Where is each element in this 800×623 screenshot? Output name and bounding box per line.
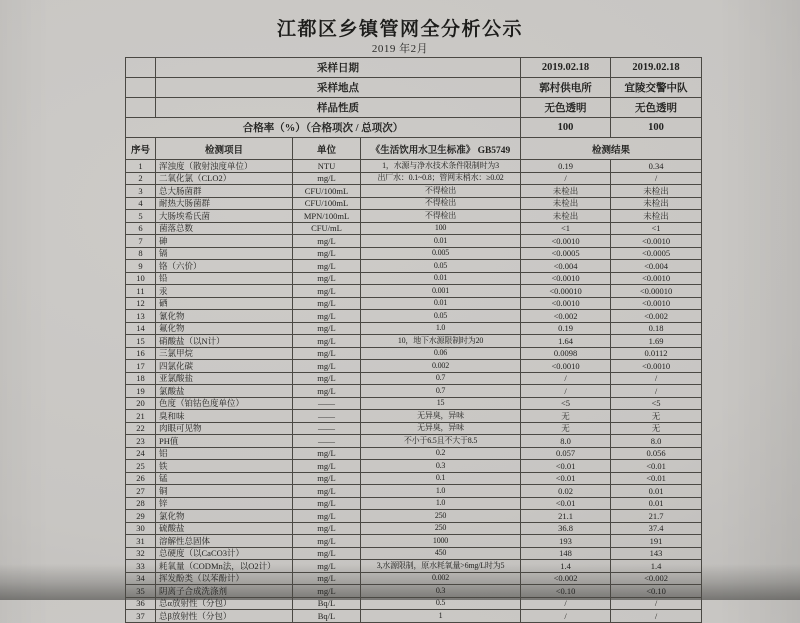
cell-item: 肉眼可见物 [156,422,293,435]
cell-seq: 33 [126,560,156,573]
info-row-label: 合格率（%）（合格项次 / 总项次） [126,118,521,138]
cell-result-2: 未检出 [611,197,702,210]
cell-seq: 2 [126,172,156,185]
cell-result-2: 未检出 [611,210,702,223]
cell-result-1: <0.10 [521,585,611,598]
cell-unit: mg/L [293,247,361,260]
cell-item: 铅 [156,272,293,285]
cell-result-2: 0.01 [611,485,702,498]
cell-result-1: <0.01 [521,472,611,485]
cell-result-2: 0.34 [611,160,702,173]
cell-unit: mg/L [293,172,361,185]
cell-result-1: / [521,385,611,398]
cell-seq: 15 [126,335,156,348]
info-row-label: 采样地点 [156,78,521,98]
cell-result-2: <0.0010 [611,297,702,310]
cell-result-2: <0.002 [611,572,702,585]
cell-seq: 13 [126,310,156,323]
cell-item: 氟化物 [156,322,293,335]
table-row [126,247,702,260]
table-row [126,285,702,298]
cell-seq: 6 [126,222,156,235]
cell-result-2: <0.10 [611,585,702,598]
cell-unit: CFU/100mL [293,197,361,210]
cell-standard: 10，地下水源限制时为20 [361,335,521,348]
cell-seq: 8 [126,247,156,260]
table-row [126,422,702,435]
cell-result-2: <0.0010 [611,360,702,373]
cell-seq: 28 [126,497,156,510]
cell-result-1: 0.057 [521,447,611,460]
cell-result-1: <0.002 [521,310,611,323]
cell-result-1: 无 [521,422,611,435]
cell-item: 铬（六价） [156,260,293,273]
cell-item: 菌落总数 [156,222,293,235]
info-row-spacer [126,58,156,78]
cell-result-2: <0.0010 [611,235,702,248]
cell-result-1: 1.64 [521,335,611,348]
cell-standard: 0.1 [361,472,521,485]
cell-item: 色度（铂钴色度单位） [156,397,293,410]
cell-result-1: 无 [521,410,611,423]
cell-item: 耗氧量（CODMn法，以O2计） [156,560,293,573]
cell-standard: 0.05 [361,310,521,323]
cell-unit: mg/L [293,560,361,573]
table-row [126,560,702,573]
cell-standard: 1 [361,610,521,623]
cell-unit: mg/L [293,585,361,598]
cell-standard: 无异臭，异味 [361,410,521,423]
cell-seq: 10 [126,272,156,285]
cell-item: 亚氯酸盐 [156,372,293,385]
info-row-value-1: 无色透明 [521,98,611,118]
cell-item: 大肠埃希氏菌 [156,210,293,223]
cell-item: 锰 [156,472,293,485]
table-row [126,197,702,210]
cell-unit: —— [293,397,361,410]
cell-seq: 24 [126,447,156,460]
cell-seq: 16 [126,347,156,360]
cell-item: 溶解性总固体 [156,535,293,548]
cell-standard: 0.05 [361,260,521,273]
cell-unit: mg/L [293,460,361,473]
cell-unit: mg/L [293,360,361,373]
cell-result-1: 21.1 [521,510,611,523]
cell-standard: 250 [361,510,521,523]
cell-standard: 250 [361,522,521,535]
table-row [126,585,702,598]
cell-seq: 32 [126,547,156,560]
cell-standard: 0.7 [361,385,521,398]
cell-unit: mg/L [293,335,361,348]
table-row [126,372,702,385]
cell-item: 铜 [156,485,293,498]
cell-unit: CFU/100mL [293,185,361,198]
cell-unit: mg/L [293,260,361,273]
cell-seq: 26 [126,472,156,485]
cell-result-1: <0.002 [521,572,611,585]
cell-result-2: 0.056 [611,447,702,460]
cell-unit: mg/L [293,535,361,548]
cell-item: 硝酸盐（以N计） [156,335,293,348]
cell-unit: NTU [293,160,361,173]
cell-item: 臭和味 [156,410,293,423]
cell-item: 镉 [156,247,293,260]
cell-result-2: / [611,597,702,610]
cell-result-2: / [611,610,702,623]
cell-item: 总β放射性（分包） [156,610,293,623]
cell-result-1: 1.4 [521,560,611,573]
info-row-spacer [126,98,156,118]
cell-unit: mg/L [293,497,361,510]
table-row [126,222,702,235]
table-row [126,322,702,335]
cell-seq: 35 [126,585,156,598]
cell-seq: 31 [126,535,156,548]
cell-result-1: / [521,172,611,185]
cell-result-2: <5 [611,397,702,410]
table-row [126,272,702,285]
cell-result-1: <0.0010 [521,297,611,310]
cell-result-2: <1 [611,222,702,235]
table-row [126,347,702,360]
cell-standard: 450 [361,547,521,560]
cell-seq: 19 [126,385,156,398]
cell-standard: 0.3 [361,585,521,598]
cell-result-1: <0.0010 [521,235,611,248]
cell-result-1: / [521,610,611,623]
info-row-value-2: 100 [611,118,702,138]
cell-standard: 1.0 [361,322,521,335]
page-title: 江都区乡镇管网全分析公示 [276,19,523,40]
water-quality-table [125,57,702,623]
cell-seq: 18 [126,372,156,385]
info-row [126,58,702,78]
table-row [126,572,702,585]
cell-unit: mg/L [293,447,361,460]
info-row [126,78,702,98]
cell-unit: mg/L [293,547,361,560]
cell-result-2: 21.7 [611,510,702,523]
table-row [126,535,702,548]
cell-standard: 0.3 [361,460,521,473]
cell-result-1: <1 [521,222,611,235]
cell-standard: 0.01 [361,235,521,248]
table-row [126,297,702,310]
table-row [126,210,702,223]
info-row [126,98,702,118]
info-row-value-1: 2019.02.18 [521,58,611,78]
table-row [126,597,702,610]
cell-seq: 25 [126,460,156,473]
cell-item: 硫酸盐 [156,522,293,535]
water-quality-table-body [126,58,702,623]
cell-standard: 0.2 [361,447,521,460]
cell-seq: 23 [126,435,156,448]
table-row [126,460,702,473]
cell-item: 耐热大肠菌群 [156,197,293,210]
cell-seq: 36 [126,597,156,610]
cell-standard: 100 [361,222,521,235]
cell-item: 汞 [156,285,293,298]
cell-standard: 0.5 [361,597,521,610]
table-row [126,172,702,185]
cell-result-2: / [611,385,702,398]
table-row [126,397,702,410]
column-header-row [126,138,702,160]
cell-result-2: 143 [611,547,702,560]
table-row [126,310,702,323]
cell-item: 总硬度（以CaCO3计） [156,547,293,560]
cell-unit: Bq/L [293,610,361,623]
cell-unit: mg/L [293,372,361,385]
cell-seq: 5 [126,210,156,223]
cell-standard: 出厂水：0.1~0.8；管网末梢水：≥0.02 [361,172,521,185]
cell-result-2: 1.69 [611,335,702,348]
table-row [126,185,702,198]
cell-unit: mg/L [293,297,361,310]
cell-item: 铁 [156,460,293,473]
cell-seq: 9 [126,260,156,273]
cell-seq: 34 [126,572,156,585]
cell-result-2: 无 [611,410,702,423]
cell-seq: 20 [126,397,156,410]
cell-unit: mg/L [293,385,361,398]
table-row [126,360,702,373]
cell-seq: 14 [126,322,156,335]
cell-unit: MPN/100mL [293,210,361,223]
cell-result-2: 191 [611,535,702,548]
table-row [126,385,702,398]
table-row [126,610,702,623]
cell-result-1: 36.8 [521,522,611,535]
cell-unit: mg/L [293,235,361,248]
cell-result-2: <0.004 [611,260,702,273]
cell-unit: Bq/L [293,597,361,610]
cell-unit: mg/L [293,472,361,485]
cell-item: 铝 [156,447,293,460]
table-row [126,547,702,560]
cell-unit: mg/L [293,510,361,523]
info-row [126,118,702,138]
cell-standard: 0.002 [361,360,521,373]
info-row-spacer [126,78,156,98]
cell-result-2: <0.00010 [611,285,702,298]
cell-seq: 37 [126,610,156,623]
cell-result-2: <0.0010 [611,272,702,285]
column-header-item: 检测项目 [156,138,293,160]
info-row-value-2: 无色透明 [611,98,702,118]
cell-seq: 1 [126,160,156,173]
cell-result-2: 8.0 [611,435,702,448]
cell-result-1: 0.02 [521,485,611,498]
cell-item: 氰化物 [156,310,293,323]
cell-item: 总大肠菌群 [156,185,293,198]
table-row [126,160,702,173]
cell-result-2: / [611,372,702,385]
cell-result-1: 0.19 [521,322,611,335]
cell-standard: 0.001 [361,285,521,298]
cell-seq: 11 [126,285,156,298]
cell-result-2: 0.01 [611,497,702,510]
cell-standard: 1.0 [361,485,521,498]
info-row-label: 样品性质 [156,98,521,118]
cell-result-2: 0.0112 [611,347,702,360]
cell-unit: —— [293,422,361,435]
cell-unit: mg/L [293,285,361,298]
cell-result-2: 1.4 [611,560,702,573]
table-row [126,485,702,498]
cell-item: 硒 [156,297,293,310]
cell-result-1: <0.01 [521,460,611,473]
cell-seq: 22 [126,422,156,435]
cell-result-2: 未检出 [611,185,702,198]
cell-unit: mg/L [293,522,361,535]
cell-standard: 15 [361,397,521,410]
column-header-unit: 单位 [293,138,361,160]
cell-standard: 0.01 [361,272,521,285]
cell-result-1: 0.19 [521,160,611,173]
table-row [126,435,702,448]
cell-standard: 无异臭，异味 [361,422,521,435]
cell-standard: 1.0 [361,497,521,510]
cell-standard: 不得检出 [361,197,521,210]
cell-unit: —— [293,410,361,423]
cell-seq: 27 [126,485,156,498]
cell-result-2: <0.002 [611,310,702,323]
cell-item: 浑浊度（散射浊度单位） [156,160,293,173]
cell-result-1: 未检出 [521,210,611,223]
cell-standard: 0.7 [361,372,521,385]
cell-unit: mg/L [293,272,361,285]
cell-seq: 12 [126,297,156,310]
cell-seq: 29 [126,510,156,523]
cell-standard: 不得检出 [361,185,521,198]
cell-item: PH值 [156,435,293,448]
cell-seq: 4 [126,197,156,210]
page-subtitle: 2019 年2月 [371,43,429,55]
column-header-result: 检测结果 [521,138,702,160]
cell-seq: 30 [126,522,156,535]
cell-result-2: 0.18 [611,322,702,335]
cell-standard: 0.005 [361,247,521,260]
cell-result-1: <0.0010 [521,272,611,285]
cell-item: 氯化物 [156,510,293,523]
table-row [126,447,702,460]
cell-unit: CFU/mL [293,222,361,235]
cell-item: 锌 [156,497,293,510]
table-row [126,510,702,523]
cell-item: 四氯化碳 [156,360,293,373]
cell-result-1: 193 [521,535,611,548]
cell-result-1: 未检出 [521,185,611,198]
cell-seq: 17 [126,360,156,373]
table-row [126,335,702,348]
info-row-value-2: 宜陵交警中队 [611,78,702,98]
cell-result-1: <5 [521,397,611,410]
info-row-label: 采样日期 [156,58,521,78]
cell-result-2: / [611,172,702,185]
table-row [126,260,702,273]
cell-standard: 0.002 [361,572,521,585]
cell-seq: 21 [126,410,156,423]
cell-result-1: / [521,372,611,385]
cell-item: 砷 [156,235,293,248]
cell-item: 氯酸盐 [156,385,293,398]
cell-result-1: 148 [521,547,611,560]
table-row [126,410,702,423]
cell-standard: 0.01 [361,297,521,310]
cell-unit: mg/L [293,485,361,498]
info-row-value-2: 2019.02.18 [611,58,702,78]
cell-seq: 3 [126,185,156,198]
cell-unit: mg/L [293,347,361,360]
cell-result-2: <0.01 [611,460,702,473]
cell-item: 总α放射性（分包） [156,597,293,610]
cell-standard: 不小于6.5且不大于8.5 [361,435,521,448]
cell-unit: —— [293,435,361,448]
cell-result-1: / [521,597,611,610]
table-row [126,235,702,248]
cell-result-1: <0.0010 [521,360,611,373]
table-row [126,497,702,510]
cell-standard: 不得检出 [361,210,521,223]
cell-seq: 7 [126,235,156,248]
cell-result-1: <0.00010 [521,285,611,298]
cell-item: 二氧化氯（CLO2） [156,172,293,185]
cell-standard: 0.06 [361,347,521,360]
cell-result-1: <0.004 [521,260,611,273]
column-header-standard: 《生活饮用水卫生标准》 GB5749 [361,138,521,160]
cell-item: 三氯甲烷 [156,347,293,360]
cell-result-1: 8.0 [521,435,611,448]
cell-unit: mg/L [293,322,361,335]
cell-result-1: 未检出 [521,197,611,210]
cell-item: 阴离子合成洗涤剂 [156,585,293,598]
cell-result-2: 无 [611,422,702,435]
cell-standard: 1000 [361,535,521,548]
cell-result-2: <0.0005 [611,247,702,260]
cell-unit: mg/L [293,572,361,585]
cell-standard: 3,水源限制，原水耗氧量>6mg/L时为5 [361,560,521,573]
table-row [126,522,702,535]
cell-result-1: <0.0005 [521,247,611,260]
cell-result-1: 0.0098 [521,347,611,360]
cell-standard: 1，水源与净水技术条件限制时为3 [361,160,521,173]
cell-unit: mg/L [293,310,361,323]
cell-result-2: <0.01 [611,472,702,485]
info-row-value-1: 郭村供电所 [521,78,611,98]
column-header-seq: 序号 [126,138,156,160]
info-row-value-1: 100 [521,118,611,138]
cell-item: 挥发酚类（以苯酚计） [156,572,293,585]
table-row [126,472,702,485]
cell-result-2: 37.4 [611,522,702,535]
cell-result-1: <0.01 [521,497,611,510]
